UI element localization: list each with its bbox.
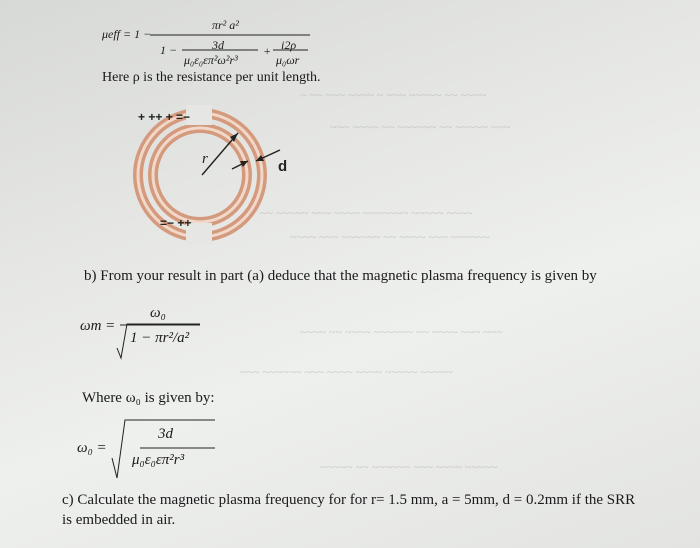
formula1-top-numerator: πr² a² xyxy=(212,18,239,32)
formula1-lhs: μeff = 1 − xyxy=(102,27,152,41)
bleed-text: ~ ~~ ~~~ ~~~~ ~ ~~~ ~~~~~ ~~ ~~~~ xyxy=(300,88,487,102)
formula-w0-numerator: 3d xyxy=(158,426,173,442)
formula-wm-lhs: ωm = xyxy=(80,318,116,334)
formula1-plus: + xyxy=(263,44,272,58)
label-d: d xyxy=(278,158,288,175)
bleed-text: ~~~~ ~~~ ~~~~~~ ~~ ~~~~ ~~~ ~~~~~~ xyxy=(290,230,490,244)
label-r: r xyxy=(202,151,208,167)
srr-figure xyxy=(120,95,330,255)
note-rho: Here ρ is the resistance per unit length. xyxy=(102,70,321,85)
formula-w0-denominator: μ₀ε₀επ²r³ xyxy=(132,452,185,468)
formula1-second-bottom: μ₀ωr xyxy=(276,53,300,67)
inner-ring-highlight xyxy=(153,128,247,222)
charges-top: + ++ + =− xyxy=(138,110,191,124)
bleed-text: ~~~ ~~~~ ~~ ~~~~~~ ~~ ~~~~~ ~~~ xyxy=(330,120,511,134)
part-c-line1: c) Calculate the magnetic plasma frequency for for r= 1.5 mm, a = 5mm, d = 0.2mm if the SRR xyxy=(62,492,636,508)
formula-w0-lhs: ω₀ = xyxy=(77,440,107,456)
bleed-text: ~~ ~~~~~ ~~~ ~~~~ ~~~~~~~ ~~~~~ ~~~~ xyxy=(260,206,473,220)
formula1-second-top: i2ρ xyxy=(281,38,297,52)
charges-bottom: =− ++ xyxy=(160,216,192,230)
formula1-den-fraction-bottom: μ₀ε₀επ²ω²r³ xyxy=(184,53,238,67)
formula1-den-fraction-top: 3d xyxy=(212,38,224,52)
formula-wm-numerator: ω₀ xyxy=(150,305,166,321)
bleed-text: ~~~~~ ~~ ~~~~~~ ~~~ ~~~~ ~~~~~ xyxy=(320,460,498,474)
part-b-text: b) From your result in part (a) deduce that the magnetic plasma frequency is given by xyxy=(84,268,597,284)
formula-wm-denominator: 1 − πr²/a² xyxy=(130,330,190,346)
bleed-text: ~~~ ~~~~~~ ~~~ ~~~~ ~~~~ ~~~~~ ~~~~~ xyxy=(240,365,453,379)
formula1-den-one: 1 − xyxy=(160,43,178,57)
part-c-line2: is embedded in air. xyxy=(62,512,176,528)
where-text: Where ω₀ is given by: xyxy=(82,390,215,406)
bleed-text: ~~~~ ~~ ~~~~ ~~~~~~ ~~ ~~~~ ~~~ ~~~ xyxy=(300,325,503,339)
